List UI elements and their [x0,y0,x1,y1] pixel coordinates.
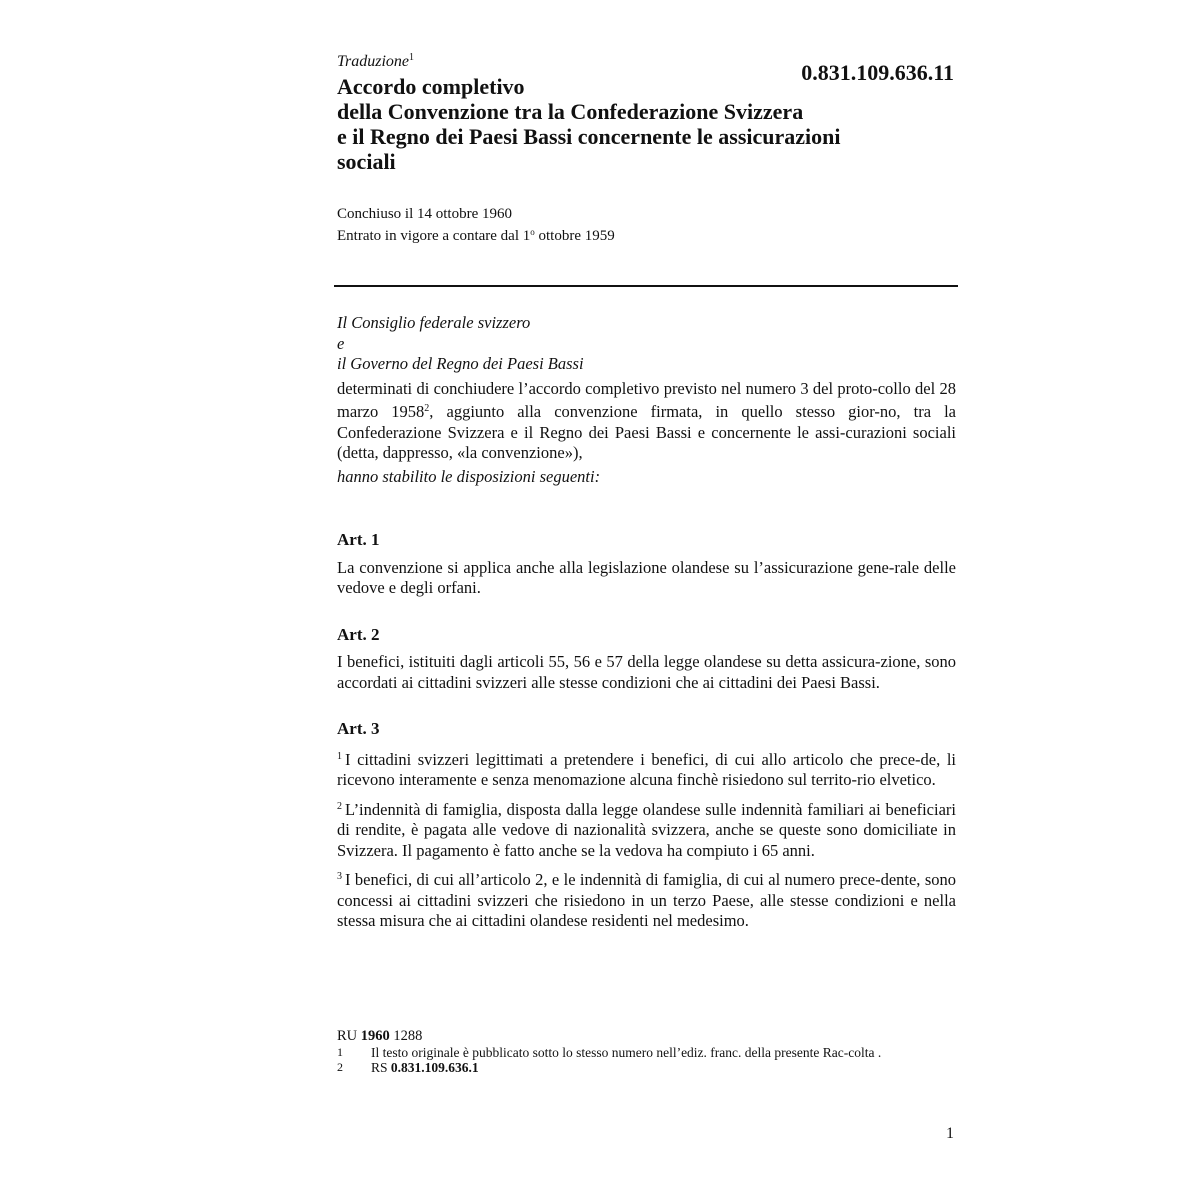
footnote-2: 2 RS 0.831.109.636.1 [337,1060,479,1075]
footnote-2-link[interactable]: 0.831.109.636.1 [390,1060,479,1075]
title-line: e il Regno dei Paesi Bassi concernente le assicurazioni [337,124,841,149]
article-3-para-2: $^2$ L’indennità di famiglia, disposta dalla legge olandese sulle indennità familiari ai beneficiari di rendite, è pagata alle vedove di nazionalità svizzera, anche se queste sono domiciliate in Svizzera. Il pagamento è fatto anche se la vedova ha compiuto i 65 anni. [337,799,956,860]
preamble-closing: hanno stabilito le disposizioni seguenti: [337,466,601,486]
footnote-1: 1 Il testo originale è pubblicato sotto lo stesso numero nell’ediz. franc. della presente Rac-colta . [337,1045,882,1060]
in-force-date: Entrato in vigore a contare dal 1$^o$ ottobre 1959 [337,227,615,244]
article-3-para-1: $^1$ I cittadini svizzeri legittimati a pretendere i benefici, di cui allo articolo che prece-de, li ricevono interamente e senza menomazione alcuna finchè risiedono sul territo-rio elvetico. [337,749,956,789]
article-1-text: La convenzione si applica anche alla legislazione olandese su l’assicurazione gene-rale delle vedove e degli orfani. [337,557,956,597]
document-title [337,74,917,174]
article-3-heading: Art. 3 [337,719,380,738]
party-2: il Governo del Regno dei Paesi Bassi [337,354,584,373]
document-dates [337,205,615,245]
sr-number: 0.831.109.636.11 [801,60,954,85]
conjunction: e [337,333,345,353]
concluded-date: Conchiuso il 14 ottobre 1960 [337,206,512,222]
page-number: 1 [946,1125,954,1142]
preamble-text: determinati di conchiudere l’accordo completivo previsto nel numero 3 del proto-collo del 28 marzo 1958$^2$, aggiunto alla convenzione firmata, in quello stesso gior-no, tra la Confederazione Svizzera e il Regno dei Paesi Bassi e concernente le assi-curazioni sociali (detta, dappresso, «la convenzione»), [337,378,956,462]
title-line: della Convenzione tra la Confederazione Svizzera [337,99,804,124]
article-1-heading: Art. 1 [337,530,380,549]
footnote-ref-2[interactable]: 2 [424,403,430,414]
title-line: Accordo completivo [337,74,525,99]
header-divider [334,285,958,287]
translation-label: Traduzione$^1$ [337,52,415,70]
article-2-heading: Art. 2 [337,624,380,644]
footnote-ref-1[interactable]: 1 [409,52,415,63]
title-line: sociali [337,149,396,174]
party-1: Il Consiglio federale svizzero [337,313,531,332]
document-body [337,313,956,932]
article-2-text: I benefici, istituiti dagli articoli 55, 56 e 57 della legge olandese su detta assicura-zione, sono accordati ai cittadini svizzeri alle stesse condizioni che ai cittadini dei Paesi Bassi. [337,652,956,692]
article-3-para-3: $^3$ I benefici, di cui all’articolo 2, e le indennità di famiglia, di cui al numero prece-dente, sono concessi ai cittadini svizzeri che risiedono in un terzo Paese, alle stesse condizioni e nella stessa misura che ai cittadini olandese residenti nel medesimo. [337,870,956,930]
ru-reference: RU 1960 1288 [337,1028,423,1044]
footnotes [337,1028,956,1075]
